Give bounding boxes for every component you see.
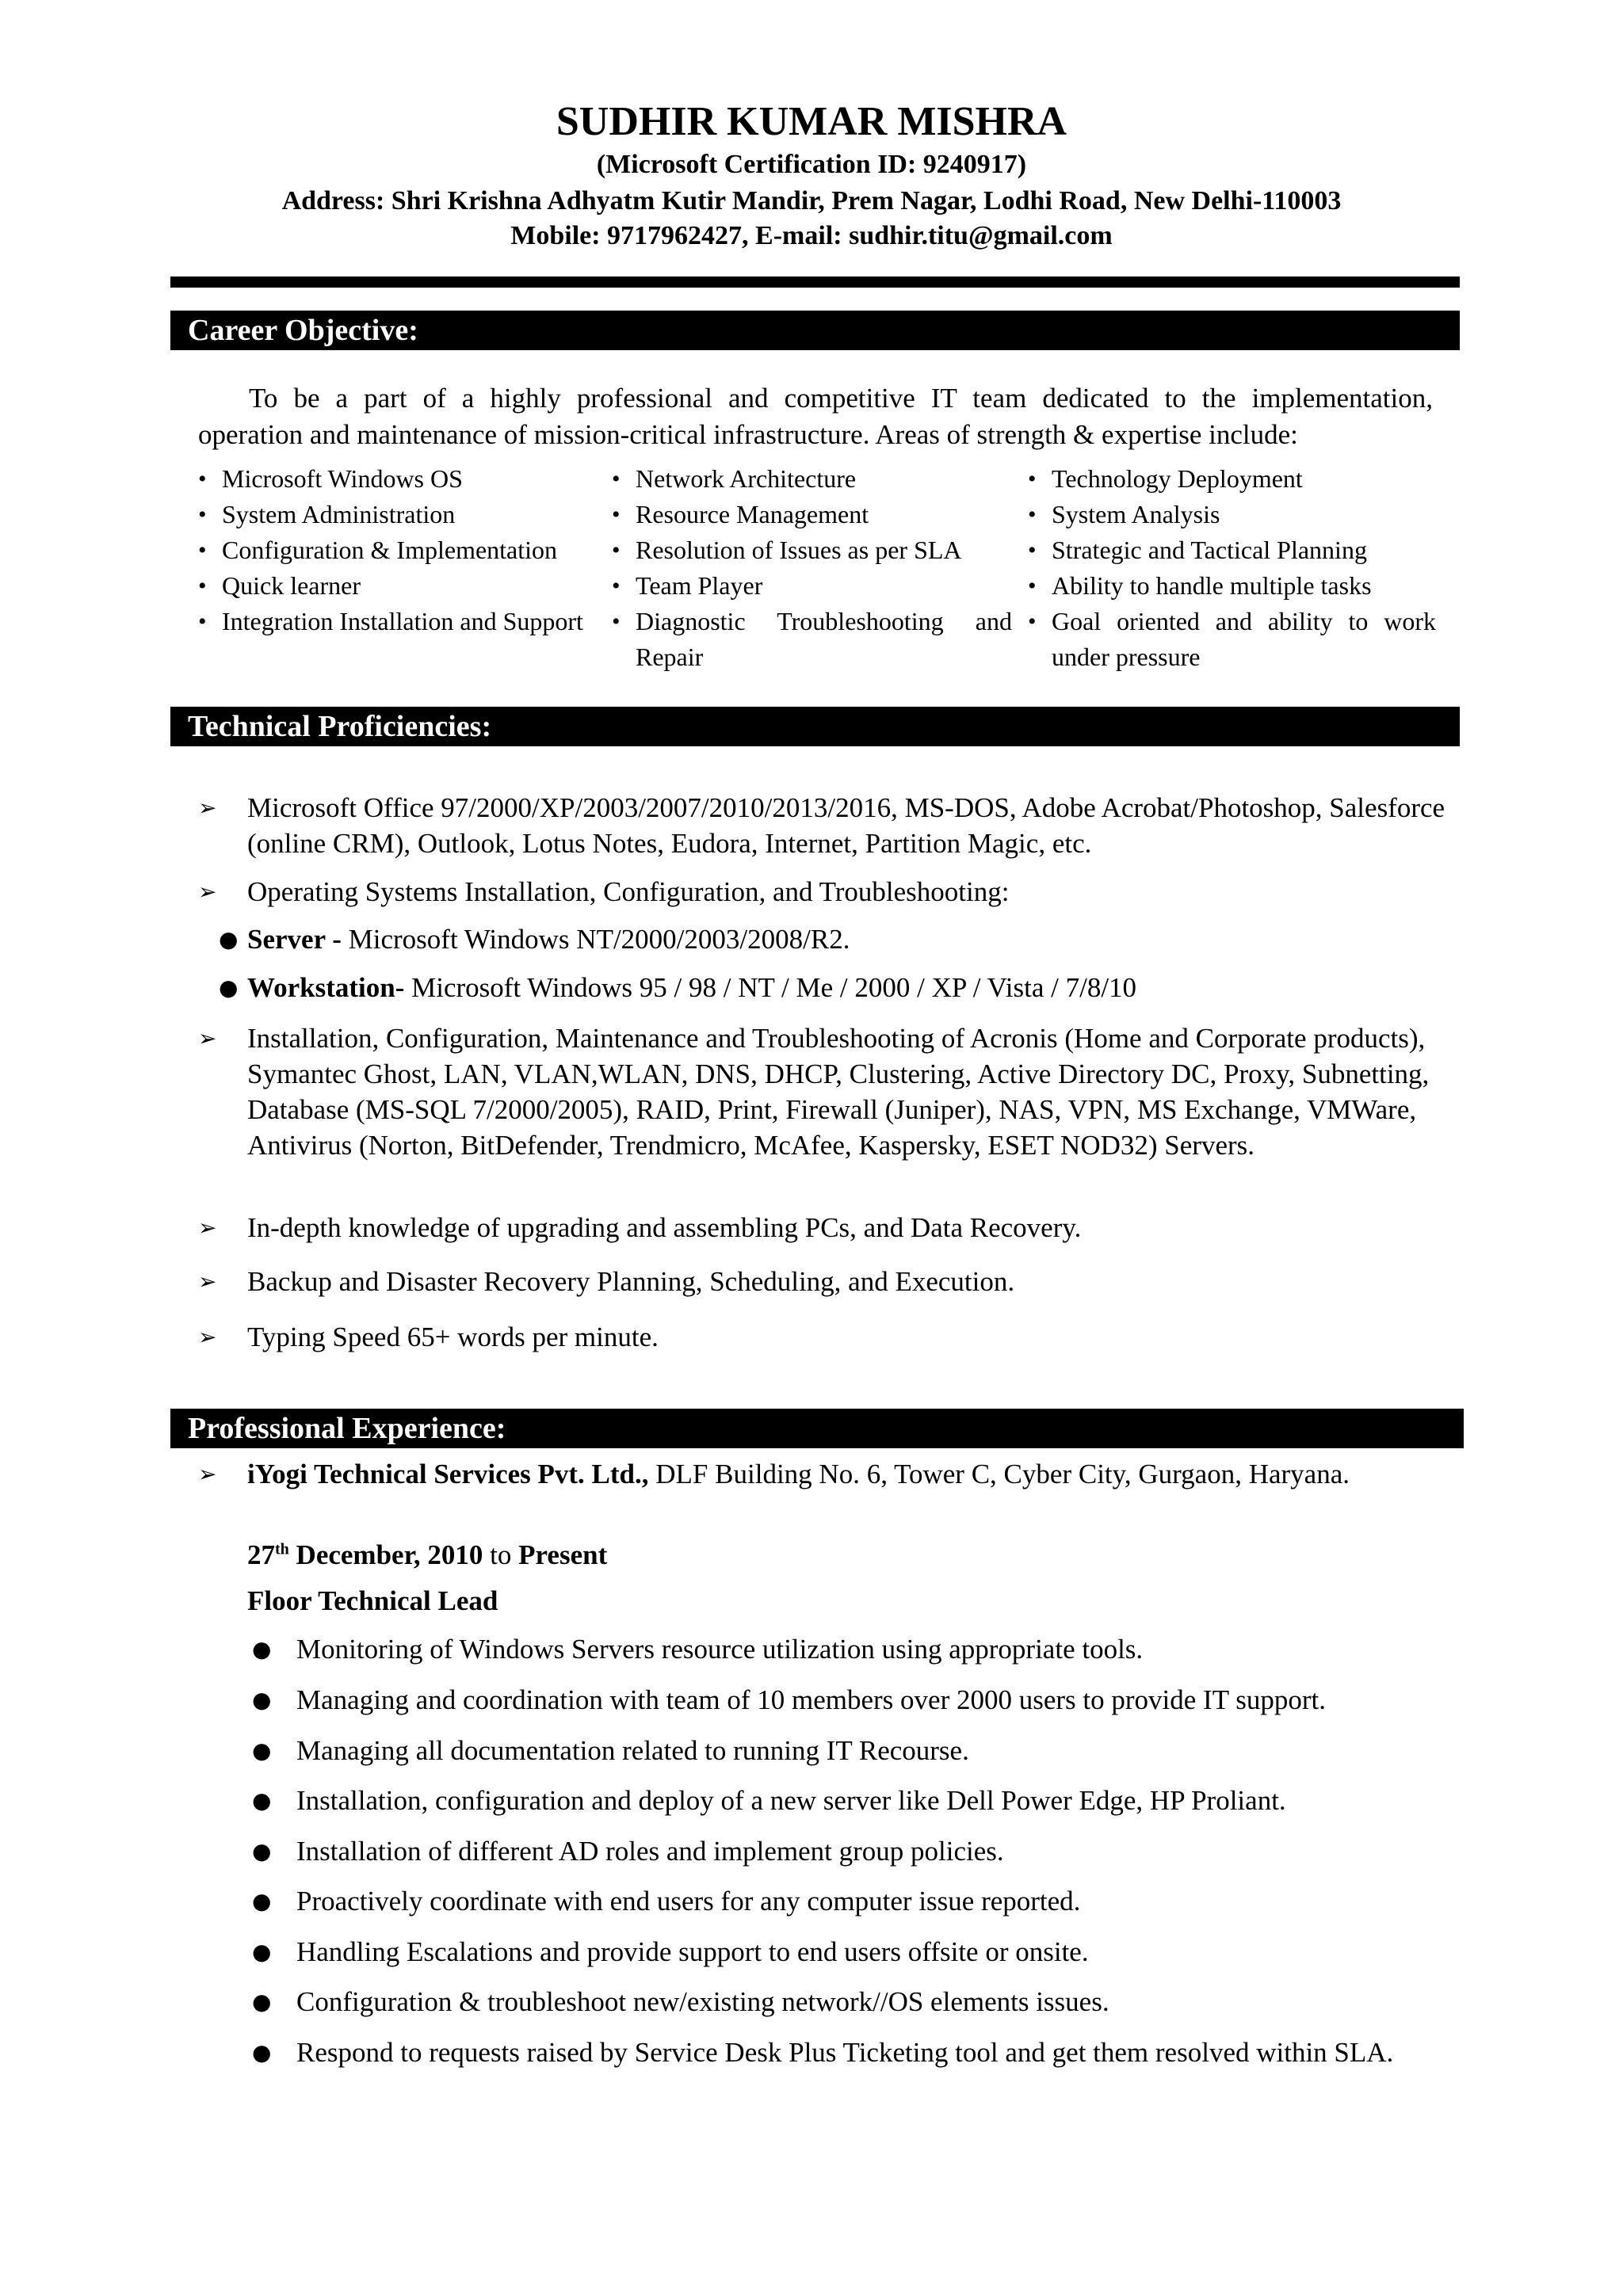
header-divider [170, 277, 1460, 288]
section-header-career-objective: Career Objective: [170, 311, 1460, 350]
exp-dates: 27th December, 2010 to Present [247, 1539, 608, 1570]
duty-item: ● Installation, configuration and deploy of a new server like Dell Power Edge, HP Proliant. [296, 1783, 1433, 1818]
arrow-bullet-icon: ➢ [198, 879, 217, 905]
tech-subitem-workstation: ● Workstation- Microsoft Windows 95 / 98 / NT / Me / 2000 / XP / Vista / 7/8/10 [247, 970, 1436, 1005]
objective-line-2: operation and maintenance of mission-critical infrastructure. Areas of strength & expertise include: [198, 419, 1298, 450]
exp-role: Floor Technical Lead [247, 1585, 498, 1616]
arrow-bullet-icon: ➢ [198, 795, 217, 821]
contact-line: Mobile: 9717962427, E-mail: sudhir.titu@gmail.com [510, 221, 1113, 250]
dot-bullet-icon: ● [219, 926, 239, 952]
dot-bullet-icon: ● [252, 1687, 272, 1713]
duty-item: ● Respond to requests raised by Service Desk Plus Ticketing tool and get them resolved within SLA. [296, 2035, 1433, 2070]
skill-item: • System Analysis [1028, 497, 1436, 532]
section-header-technical-proficiencies: Technical Proficiencies: [170, 707, 1460, 746]
arrow-bullet-icon: ➢ [198, 1324, 217, 1350]
arrow-bullet-icon: ➢ [198, 1461, 217, 1487]
dot-bullet-icon: ● [252, 1939, 272, 1965]
dot-bullet-icon: ● [252, 2039, 272, 2065]
arrow-bullet-icon: ➢ [198, 1268, 217, 1295]
skill-item: • Resolution of Issues as per SLA [612, 532, 1012, 568]
dot-bullet-icon: ● [252, 1989, 272, 2015]
dot-bullet-icon: ● [252, 1636, 272, 1662]
skill-item: • Network Architecture [612, 461, 1012, 497]
skill-item: • Technology Deployment [1028, 461, 1436, 497]
duty-item: ● Proactively coordinate with end users for any computer issue reported. [296, 1883, 1433, 1919]
skill-item: • Quick learner [198, 568, 590, 604]
skill-item: • Strategic and Tactical Planning [1028, 532, 1436, 568]
dot-bullet-icon: ● [252, 1787, 272, 1814]
skill-item: • System Administration [198, 497, 590, 532]
skill-item: • Team Player [612, 568, 1012, 604]
certification-id: (Microsoft Certification ID: 9240917) [596, 150, 1027, 179]
objective-line-1: To be a part of a highly professional and competitive IT team dedicated to the implementation, [249, 383, 1433, 414]
duty-item: ● Installation of different AD roles and implement group policies. [296, 1833, 1433, 1869]
arrow-bullet-icon: ➢ [198, 1215, 217, 1241]
skill-item: • Ability to handle multiple tasks [1028, 568, 1436, 604]
duty-item: ● Configuration & troubleshoot new/existing network//OS elements issues. [296, 1984, 1433, 2019]
candidate-name: SUDHIR KUMAR MISHRA [556, 99, 1067, 144]
skills-column-2 [612, 461, 1012, 675]
skill-item: • Configuration & Implementation [198, 532, 590, 568]
section-header-professional-experience: Professional Experience: [170, 1409, 1464, 1448]
arrow-bullet-icon: ➢ [198, 1025, 217, 1051]
skills-column-1 [198, 461, 590, 639]
duty-item: ● Managing all documentation related to running IT Recourse. [296, 1733, 1433, 1768]
dot-bullet-icon: ● [252, 1888, 272, 1914]
skill-item: • Goal oriented and ability to work under pressure [1028, 604, 1436, 675]
skill-item: • Resource Management [612, 497, 1012, 532]
career-objective-text [198, 380, 1433, 453]
dot-bullet-icon: ● [252, 1838, 272, 1864]
duty-item: ● Handling Escalations and provide support to end users offsite or onsite. [296, 1934, 1433, 1970]
dot-bullet-icon: ● [219, 974, 239, 1001]
duty-item: ● Managing and coordination with team of 10 members over 2000 users to provide IT support. [296, 1682, 1433, 1718]
dot-bullet-icon: ● [252, 1737, 272, 1764]
tech-subitem-server: ● Server - Microsoft Windows NT/2000/2003/2008/R2. [247, 921, 1436, 957]
skill-item: • Integration Installation and Support [198, 604, 590, 639]
skill-item: • Microsoft Windows OS [198, 461, 590, 497]
resume-page: SUDHIR KUMAR MISHRA (Microsoft Certification ID: 9240917) Address: Shri Krishna Adhyatm Kutir Mandir, Prem Nagar, Lodhi Road, New Delhi-110003 Mobile: 9717962427, E-mail: sudhir.titu@gmail.com Career Objective: To be a part of a highly professional and competitive IT team dedicated to the implementation, operation and maintenance of mission-critical infrastructure. Areas of strength & expertise include: • Microsoft Windows OS • System Administration • Configuration & Implementation • Quick learner • Integration Installation and Support • Network Architecture • Resource Management • Resolution of Issues as per SLA • Team Player • Diagnostic Troubleshooting and Repair • Technology Deployment • System Analysis • Strategic and Tactical Planning • Ability to handle multiple tasks • Goal oriented and ability to work under pressure Technical Proficiencies: ➢ Microsoft Office 97/2000/XP/2003/2007/2010/2013/2016, MS-DOS, Adobe Acrobat/Photoshop, Salesforce (online CRM), Outlook, Lotus Notes, Eudora, Internet, Partition Magic, etc. ➢ Operating Systems Installation, Configuration, and Troubleshooting: ● Server - Microsoft Windows NT/2000/2003/2008/R2. ● Workstation- Microsoft Windows 95 / 98 / NT / Me / 2000 / XP / Vista / 7/8/10 ➢ Installation, Configuration, Maintenance and Troubleshooting of Acronis (Home and Corporate products), Symantec Ghost, LAN, VLAN,WLAN, DNS, DHCP, Clustering, Active Directory DC, Proxy, Subnetting, Database (MS-SQL 7/2000/2005), RAID, Print, Firewall (Juniper), NAS, VPN, MS Exchange, VMWare, Antivirus (Norton, BitDefender, Trendmicro, McAfee, Kaspersky, ESET NOD32) Servers. ➢ In-depth knowledge of upgrading and assembling PCs, and Data Recovery. ➢ Backup and Disaster Recovery Planning, Scheduling, and Execution. ➢ Typing Speed 65+ words per minute. Professional Experience: ➢ iYogi Technical Services Pvt. Ltd., DLF Building No. 6, Tower C, Cyber City, Gurgaon, Haryana. 27th December, 2010 to Present Floor Technical Lead ● Monitoring of Windows Servers resource utilization using appropriate tools. ● Managing and coordination with team of 10 members over 2000 users to provide IT support. ● Managing all documentation related to running IT Recourse. ● Installation, configuration and deploy of a new server like Dell Power Edge, HP Proliant. ● Installation of different AD roles and implement group policies. ● Proactively coordinate with end users for any computer issue reported. ● Handling Escalations and provide support to end users offsite or onsite. ● Configuration & troubleshoot new/existing network//OS elements issues. ● Respond to requests raised by Service Desk Plus Ticketing tool and get them resolved within SLA. [0, 0, 1623, 2296]
duty-item: ● Monitoring of Windows Servers resource utilization using appropriate tools. [296, 1631, 1433, 1667]
address-line: Address: Shri Krishna Adhyatm Kutir Mandir, Prem Nagar, Lodhi Road, New Delhi-110003 [281, 186, 1342, 215]
skill-item: • Diagnostic Troubleshooting and Repair [612, 604, 1012, 675]
skills-column-3 [1028, 461, 1436, 675]
